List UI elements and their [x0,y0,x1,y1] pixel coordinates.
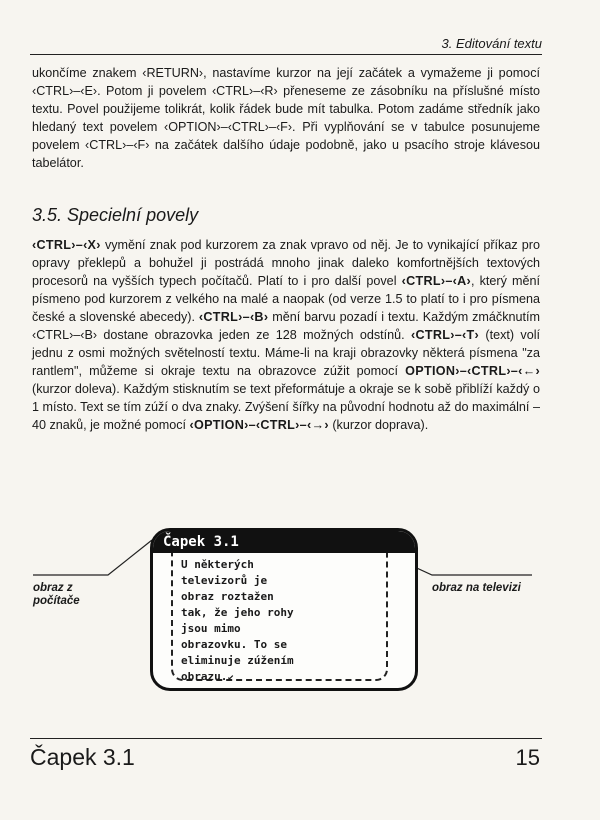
page-number: 15 [515,745,540,770]
screen-line: obrazu.↙ [181,670,234,683]
text-segment: (kurzor doleva). Každým stisknutím se text přeformátuje a okraje se k sobě přiblíží každý o 1 místo. Text se tím zúží o dva znaky. Zvýšení šířky na původní hodnotu až do maximální – 40 znaků, je možné pomocí [32,382,540,432]
label-left-line: počítače [33,595,80,607]
screen-text [181,557,381,685]
screen-line: obrazovku. To se [181,638,287,651]
screen-line: eliminuje zúžením [181,654,294,667]
text-segment: (kurzor doprava). [328,418,429,432]
running-header: 3. Editování textu [30,36,542,55]
command-option-ctrl-left: OPTION›–‹CTRL›–‹←› [405,364,540,378]
command-ctrl-b: ‹CTRL›–‹B› [198,310,269,324]
screen-line: U některých [181,558,254,571]
section-title: 3.5. Specielní povely [32,205,199,225]
screen-line: tak, že jeho rohy [181,606,294,619]
screen-titlebar: Čapek 3.1 [153,531,415,553]
footer-rule [30,738,542,739]
text-segment: vymění znak pod kurzorem za znak vpravo od něj. Je to vynikající příkaz pro opravy překlepů a bohužel ji postrádá mnoho jinak daleko komfortnějších textových procesorů na vyšších typech počítačů. Platí to i pro další povel [32,238,540,288]
label-computer-image [33,582,80,608]
command-ctrl-x: ‹CTRL›–‹X› [32,238,101,252]
screen-line: televizorů je [181,574,268,587]
command-option-ctrl-right: ‹OPTION›–‹CTRL›–‹→› [189,418,329,432]
leader-line-left [33,540,152,575]
text-segment: (text) volí jednu z osmi možných světelností textu. Máme-li na kraji obrazovky některá písmena "za rantlem", můžeme si okraje textu na obrazovce zúžit pomocí [32,328,540,378]
label-tv-image: obraz na televizi [432,582,521,594]
screen-figure [0,520,600,700]
label-left-line: obraz z [33,582,73,594]
footer-title: Čapek 3.1 [30,744,135,770]
text-segment: mění barvu pozadí i textu. Každým zmáčknutím ‹CTRL›–‹B› dostane obrazovka jeden ze 128 možných odstínů. [32,310,541,342]
text-segment: , který mění písmeno pod kurzorem z velkého na malé a naopak (od verze 1.5 to platí to i pro písmena české a slovenské abecedy). [32,274,540,324]
command-ctrl-t: ‹CTRL›–‹T› [410,328,480,342]
computer-screen [150,528,418,691]
paragraph-special-commands [32,236,540,434]
paragraph-intro: ukončíme znakem ‹RETURN›, nastavíme kurzor na její začátek a vymažeme ji pomocí ‹CTRL›–‹E›. Potom ji povelem ‹CTRL›–‹R› přeneseme ze zásobníku na příslušné místo textu. Povel použijeme tolikrát, kolik řádek bude mít tabulka. Potom zadáme středník jako hledaný text povelem ‹OPTION›–‹CTRL›–‹F›. Při vyplňování se v tabulce posunujeme povelem ‹CTRL›–‹F› na začátek dalšího údaje podobně, jako u psacího stroje klávesou tabelátor. [32,66,540,170]
command-ctrl-a: ‹CTRL›–‹A› [401,274,472,288]
screen-line: jsou mimo [181,622,241,635]
screen-line: obraz roztažen [181,590,274,603]
